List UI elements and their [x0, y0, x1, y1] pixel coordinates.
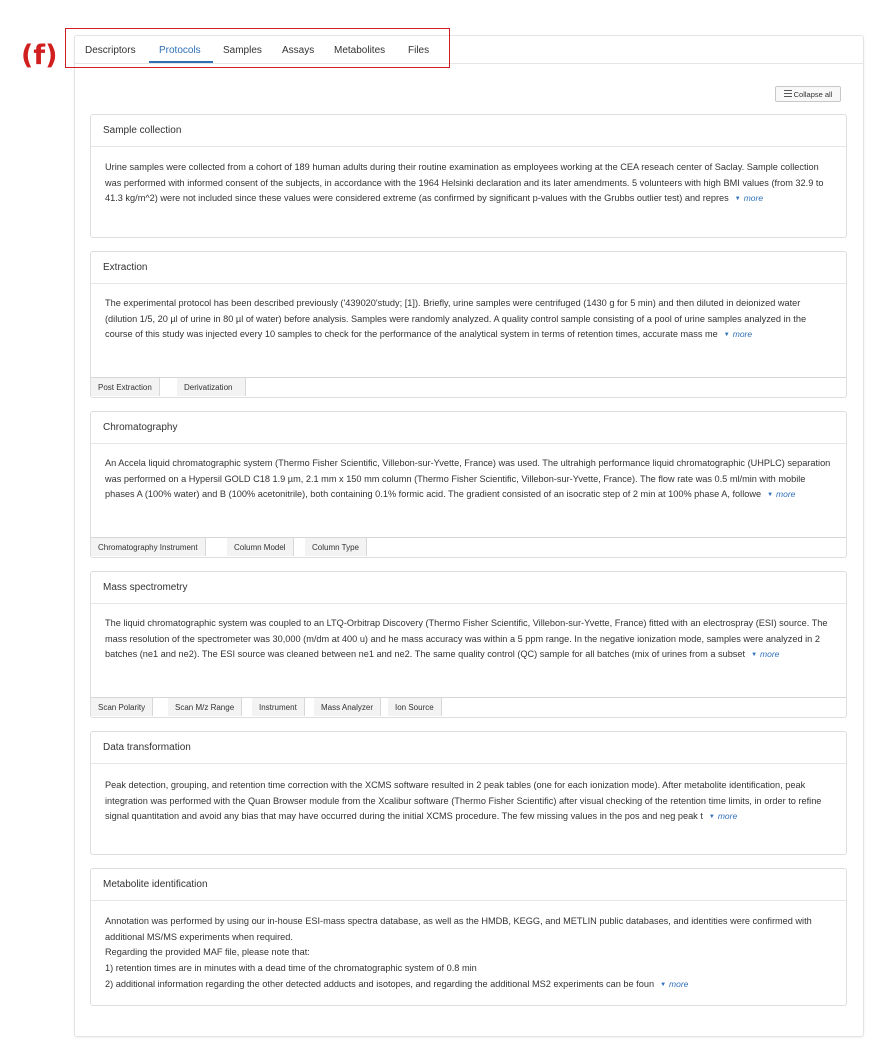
- tab-metabolites[interactable]: Metabolites: [334, 45, 386, 56]
- protocol-title[interactable]: Metabolite identification: [91, 869, 846, 901]
- parameter-tab[interactable]: Ion Source: [388, 698, 442, 716]
- caret-down-icon: ▼: [660, 981, 667, 988]
- more-link[interactable]: [724, 329, 752, 339]
- protocol-description: [105, 914, 832, 995]
- more-label: more: [743, 193, 764, 204]
- more-label: more: [760, 649, 780, 660]
- tab-files[interactable]: Files: [408, 45, 430, 56]
- protocol-description-text: An Accela liquid chromatographic system (Thermo Fisher Scientific, Villebon-sur-Yvette, France) was used. The ultrahigh performance liquid chromatographic (UHPLC) separation was performed on a Hypersil GOLD C18 1.9 µm, 2.1 mm x 150 mm column (Thermo Fisher Scientific, Villebon-sur-Yvette, France). The flow rate was 0.5 ml/min with mobile phases A (100% water) and B (100% acetonitrile), both containing 0.1% formic acid. The gradient consisted of an isocratic step of 2 min at 100% phase A, followe: [105, 458, 831, 500]
- parameter-tabs: [91, 537, 846, 557]
- more-link[interactable]: [709, 811, 737, 821]
- panel-label: (f): [21, 40, 58, 71]
- tab-assays[interactable]: Assays: [282, 45, 315, 56]
- description-line: 1) retention times are in minutes with a dead time of the chromatographic system of 0.8 min: [105, 963, 477, 974]
- description-line-last: [105, 977, 832, 995]
- more-link[interactable]: [660, 979, 688, 989]
- protocol-description: [105, 778, 832, 827]
- tab-bar: [75, 36, 863, 64]
- protocol-title[interactable]: Sample collection: [91, 115, 846, 147]
- protocol-title[interactable]: Extraction: [91, 252, 846, 284]
- description-line: Regarding the provided MAF file, please note that:: [105, 947, 310, 958]
- protocol-title[interactable]: Data transformation: [91, 732, 846, 764]
- parameter-tab[interactable]: Column Model: [227, 538, 294, 556]
- caret-down-icon: ▼: [751, 652, 758, 659]
- protocol-description-text: Urine samples were collected from a cohort of 189 human adults during their routine examination as employees working at the CEA reseach center of Saclay. Sample collection was performed with informed consent of the subjects, in accordance with the 1964 Helsinki declaration and its later amendments. 5 volunteers with high BMI values (from 32.9 to 41.3 kg/m^2) were not included since these values were considered extreme (as confirmed by significant p-values with the Grubbs outlier test) and repres: [105, 162, 824, 204]
- protocol-description-text: The liquid chromatographic system was coupled to an LTQ-Orbitrap Discovery (Thermo Fisher Scientific, Villebon-sur-Yvette, France) fitted with an electrospray (ESI) source. The mass resolution of the spectrometer was 30,000 (m/dm at 400 u) and he mass accuracy was within a 5 ppm range. In the negative ionization mode, samples were analyzed in 2 batches (ne1 and ne2). The ESI source was cleaned between ne1 and ne2. The same quality control (QC) sample for all batches (mix of urines from a subset: [105, 618, 828, 660]
- active-tab-indicator: [149, 61, 213, 63]
- parameter-tab[interactable]: Scan M/z Range: [168, 698, 242, 716]
- protocol-card-mass-spectrometry: [90, 571, 847, 718]
- parameter-tabs: [91, 697, 846, 717]
- protocol-card-sample-collection: [90, 114, 847, 238]
- more-link[interactable]: [735, 193, 763, 203]
- protocol-card-metabolite-identification: [90, 868, 847, 1006]
- collapse-all-label: Collapse all: [793, 90, 833, 99]
- tab-descriptors[interactable]: Descriptors: [85, 45, 136, 56]
- parameter-tab[interactable]: Derivatization: [177, 378, 246, 396]
- protocol-description-text: The experimental protocol has been described previously ('439020'study; [1]). Briefly, urine samples were centrifuged (1430 g for 5 min) and then diluted in deionized water (dilution 1/5, 20 µl of urine in 80 µl of water) before analysis. Samples were randomly analyzed. A quality control sample consisting of a pool of urine samples analyzed in the course of this study was injected every 10 samples to check for the performance of the analytical system in terms of retention times, accurate mass me: [105, 298, 807, 340]
- protocol-description: [105, 296, 832, 345]
- parameter-tab[interactable]: Column Type: [305, 538, 367, 556]
- caret-down-icon: ▼: [723, 332, 730, 339]
- parameter-tab[interactable]: Scan Polarity: [91, 698, 153, 716]
- protocol-description: [105, 456, 832, 505]
- parameter-tabs: [91, 377, 846, 397]
- more-link[interactable]: [767, 489, 795, 499]
- collapse-all-button[interactable]: [775, 86, 841, 102]
- protocol-description: [105, 160, 832, 209]
- description-line-text: 2) additional information regarding the other detected adducts and isotopes, and regarding the additional MS2 experiments can be foun: [105, 978, 655, 989]
- parameter-tab[interactable]: Chromatography Instrument: [91, 538, 206, 556]
- more-label: more: [776, 489, 796, 500]
- parameter-tab[interactable]: Mass Analyzer: [314, 698, 381, 716]
- more-label: more: [717, 811, 738, 822]
- protocol-title[interactable]: Chromatography: [91, 412, 846, 444]
- protocol-card-data-transformation: [90, 731, 847, 855]
- parameter-tab[interactable]: Post Extraction: [91, 378, 160, 396]
- more-label: more: [669, 978, 689, 989]
- more-link[interactable]: [751, 649, 779, 659]
- caret-down-icon: ▼: [708, 814, 715, 821]
- tab-samples[interactable]: Samples: [223, 45, 262, 56]
- description-line: Annotation was performed by using our in-house ESI-mass spectra database, as well as the HMDB, KEGG, and METLIN public databases, and identities were confirmed with additional MS/MS experiments when required.: [105, 916, 812, 942]
- protocol-card-extraction: [90, 251, 847, 398]
- caret-down-icon: ▼: [767, 492, 774, 499]
- caret-down-icon: ▼: [734, 196, 741, 203]
- protocol-title[interactable]: Mass spectrometry: [91, 572, 846, 604]
- parameter-tab[interactable]: Instrument: [252, 698, 305, 716]
- protocol-card-chromatography: [90, 411, 847, 558]
- protocol-description: [105, 616, 832, 665]
- protocol-description-text: Peak detection, grouping, and retention time correction with the XCMS software resulted in 2 peak tables (one for each ionization mode). After metabolite identification, peak integration was performed with the Quan Browser module from the Xcalibur software (Thermo Fisher Scientific) after visual checking of the retention time limits, in order to refine signal quantitation and avoid any bias that may have occurred during the initial XCMS procedure. The few missing values in the pos and neg peak t: [105, 780, 822, 822]
- tab-protocols[interactable]: Protocols: [159, 45, 201, 56]
- list-icon: [784, 90, 792, 97]
- more-label: more: [732, 329, 753, 340]
